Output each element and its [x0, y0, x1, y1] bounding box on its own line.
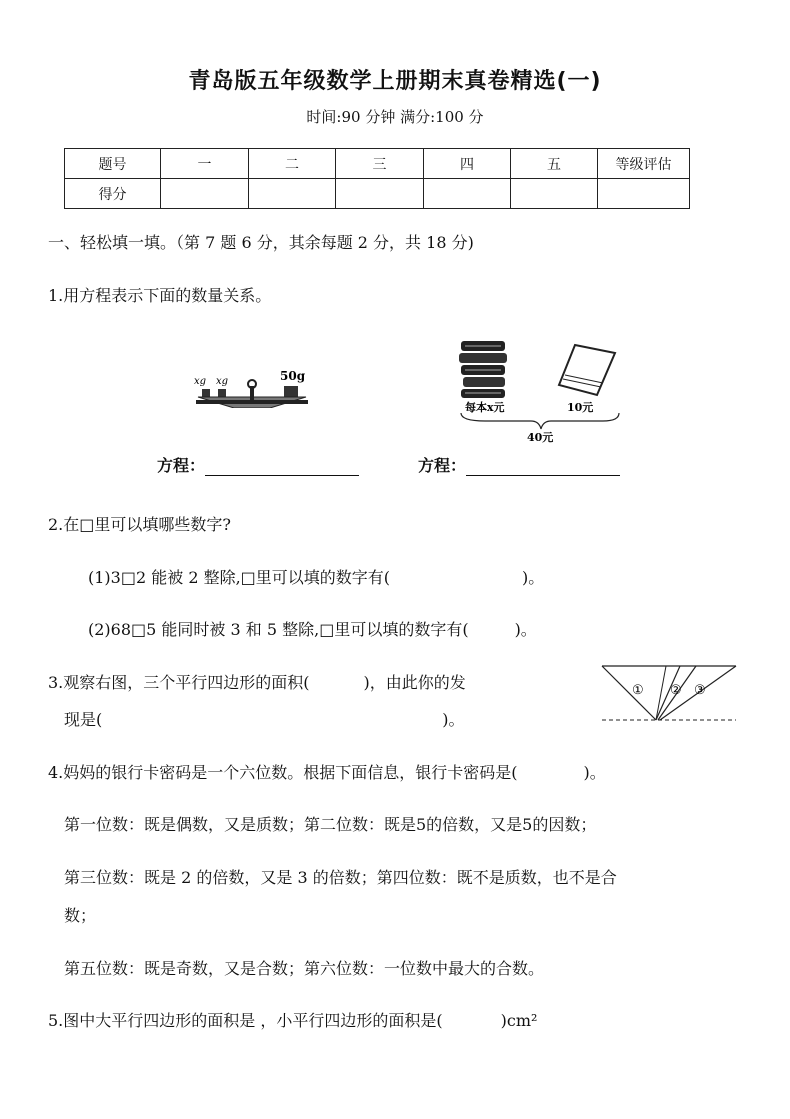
question-3-line-2: [64, 707, 465, 730]
table-cell: 题号: [65, 149, 161, 179]
question-3-line-1: [48, 670, 466, 693]
equation-line-1: [157, 453, 359, 476]
table-cell: 等级评估: [598, 149, 690, 179]
table-row: [65, 149, 690, 179]
total-price-label: 40元: [527, 431, 554, 444]
question-text: )，由此你的发: [363, 673, 466, 692]
table-cell: 得分: [65, 179, 161, 209]
question-2: 2.在□里可以填哪些数字?: [48, 515, 231, 534]
books-notebook-figure: [455, 335, 627, 445]
score-cell[interactable]: [161, 179, 249, 209]
score-cell[interactable]: [336, 179, 424, 209]
sub-question-text: )。: [514, 620, 537, 639]
equation-line-2: [418, 453, 620, 476]
question-4-clue: 数；: [64, 906, 97, 925]
table-cell: 五: [511, 149, 598, 179]
score-table: [64, 148, 690, 209]
question-text: 5.图中大平行四边形的面积是 ，小平行四边形的面积是(: [48, 1011, 443, 1030]
weight-label: xg: [216, 376, 229, 387]
exam-info: 时间:90 分钟 满分:100 分: [306, 108, 484, 126]
question-4-clue: 第五位数：既是奇数，又是合数；第六位数：一位数中最大的合数。: [64, 959, 545, 978]
question-2-sub-1: [88, 565, 544, 588]
sub-question-text: (1)3□2 能被 2 整除,□里可以填的数字有(: [88, 568, 391, 587]
table-cell: 二: [249, 149, 336, 179]
score-cell[interactable]: [424, 179, 511, 209]
question-text: 4.妈妈的银行卡密码是一个六位数。根据下面信息，银行卡密码是(: [48, 763, 518, 782]
sub-question-text: )。: [522, 568, 545, 587]
question-2-sub-2: [88, 617, 537, 640]
shape-label: ①: [632, 683, 644, 698]
equation-label: 方程：: [157, 456, 206, 475]
table-cell: 一: [161, 149, 249, 179]
table-row: [65, 179, 690, 209]
shape-label: ②: [670, 683, 682, 698]
question-text: )。: [442, 710, 465, 729]
question-5: [48, 1008, 537, 1031]
question-4-clue: 第三位数：既是 2 的倍数，又是 3 的倍数；第四位数：既不是质数，也不是合: [64, 868, 617, 887]
weight-label: 50g: [280, 369, 306, 383]
shape-label: ③: [694, 683, 706, 698]
sub-question-text: (2)68□5 能同时被 3 和 5 整除,□里可以填的数字有(: [88, 620, 469, 639]
question-4-line-1: [48, 760, 606, 783]
equation-answer-blank[interactable]: [466, 459, 620, 476]
score-cell[interactable]: [249, 179, 336, 209]
question-text: 现是(: [64, 710, 103, 729]
question-1: 1.用方程表示下面的数量关系。: [48, 286, 272, 305]
question-text: )cm²: [500, 1011, 538, 1030]
question-text: )。: [583, 763, 606, 782]
books-price-label: 每本x元: [465, 401, 505, 414]
balance-scale-figure: [188, 362, 318, 408]
question-text: 3.观察右图，三个平行四边形的面积(: [48, 673, 310, 692]
section-heading: 一、轻松填一填。（第 7 题 6 分，其余每题 2 分，共 18 分): [48, 233, 474, 252]
question-4-clue: 第一位数：既是偶数，又是质数；第二位数：既是5的倍数，又是5的因数；: [64, 815, 597, 834]
notebook-price-label: 10元: [567, 401, 594, 414]
score-cell[interactable]: [511, 179, 598, 209]
weight-label: xg: [194, 376, 207, 387]
table-cell: 三: [336, 149, 424, 179]
table-cell: 四: [424, 149, 511, 179]
equation-answer-blank[interactable]: [205, 459, 359, 476]
score-cell[interactable]: [598, 179, 690, 209]
parallelogram-figure: [598, 660, 740, 726]
page-title: 青岛版五年级数学上册期末真卷精选(一): [188, 69, 602, 94]
equation-label: 方程：: [418, 456, 467, 475]
